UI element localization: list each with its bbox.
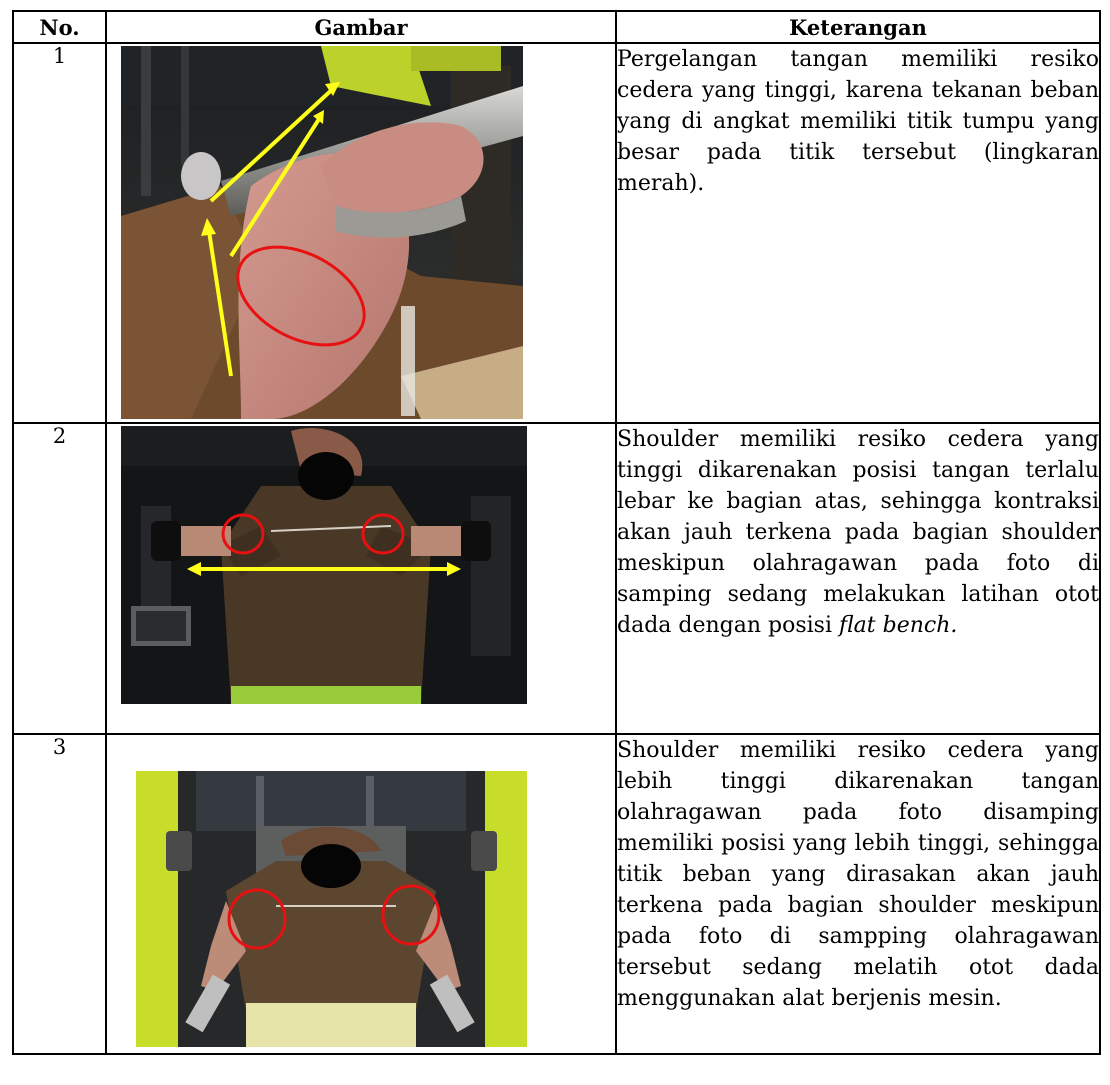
machine-right-post <box>485 771 527 1047</box>
row-number: 2 <box>13 423 106 734</box>
image-cell <box>106 43 616 423</box>
row-description: Shoulder memiliki resiko cedera yang lebih tinggi dikarenakan tangan olahragawan pada foto disamping memiliki posisi yang lebih tinggi, sehingga titik beban yang dirasakan akan jauh terkena pada bagian shoulder meskipun pada foto di sampping olahragawan tersebut sedang melatih otot dada menggunakan alat berjenis mesin. <box>616 734 1100 1054</box>
dumbbell-flat-bench-photo <box>121 426 527 704</box>
description-italic: flat bench. <box>839 613 958 638</box>
table-row <box>13 423 1100 734</box>
right-dumbbell <box>461 521 491 561</box>
table-row <box>13 43 1100 423</box>
row-number: 3 <box>13 734 106 1054</box>
table-row <box>13 734 1100 1054</box>
header-no: No. <box>13 11 106 43</box>
description-text: Shoulder memiliki resiko cedera yang tinggi dikarenakan posisi tangan terlalu lebar ke bagian atas, sehingga kontraksi akan jauh terkena pada bagian shoulder meskipun olahragawan pada foto di samping sedang melakukan latihan otot dada dengan posisi <box>617 427 1099 638</box>
row-description: Pergelangan tangan memiliki resiko cedera yang tinggi, karena tekanan beban yang di angkat memiliki titik tumpu yang besar pada titik tersebut (lingkaran merah). <box>616 43 1100 423</box>
face-blur <box>301 844 361 888</box>
image-cell <box>106 423 616 734</box>
table-header-row <box>13 11 1100 43</box>
chest-press-machine-photo <box>136 771 527 1047</box>
row-description <box>616 423 1100 734</box>
header-description: Keterangan <box>616 11 1100 43</box>
left-dumbbell <box>151 521 181 561</box>
row-number: 1 <box>13 43 106 423</box>
header-image: Gambar <box>106 11 616 43</box>
machine-left-post <box>136 771 178 1047</box>
exercise-table <box>12 10 1101 1055</box>
image-cell <box>106 734 616 1054</box>
face-blur <box>298 452 354 500</box>
wrist-barbell-photo <box>121 46 523 419</box>
